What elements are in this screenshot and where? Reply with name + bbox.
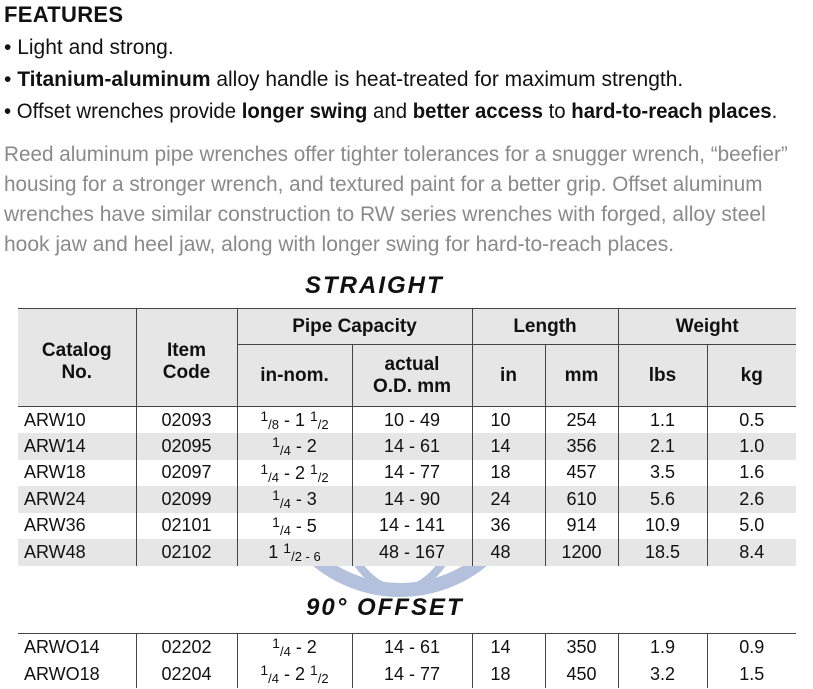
description-line: wrenches have similar construction to RW series wrenches with forged, alloy steel	[4, 203, 766, 226]
cell-kg: 0.5	[707, 407, 796, 434]
table-row	[18, 486, 796, 513]
feature-bold-text: Titanium-aluminum	[17, 68, 211, 91]
cell-mm: 457	[545, 460, 618, 487]
cell-kg: 5.0	[707, 513, 796, 540]
cell-code: 02102	[136, 539, 237, 566]
fraction-part: 1	[260, 460, 269, 477]
cell-catalog: ARWO18	[24, 663, 100, 684]
features-heading: FEATURES	[4, 2, 124, 27]
cell-in-nom	[237, 407, 352, 434]
offset-table	[18, 633, 796, 688]
bullet-glyph: •	[4, 68, 12, 91]
cell-mm: 1200	[545, 539, 618, 566]
fraction-part: /2 - 6	[291, 549, 321, 565]
header-actual-od	[352, 345, 472, 407]
header-weight: Weight	[618, 309, 796, 345]
features-list	[4, 32, 810, 128]
header-in-nom: in-nom.	[237, 345, 352, 407]
cell-in-nom	[237, 539, 352, 566]
fraction-part: - 2	[290, 436, 317, 457]
fraction-part: 1	[283, 540, 292, 557]
fraction-part: /2	[317, 417, 329, 432]
cell-in-nom	[237, 661, 352, 688]
cell-mm: 914	[545, 513, 618, 540]
cell-od: 14 - 61	[352, 634, 472, 661]
table-row	[18, 433, 796, 460]
fraction-part: - 3	[290, 489, 317, 510]
cell-mm: 350	[545, 634, 618, 661]
cell-in: 48	[472, 539, 545, 566]
cell-lbs: 3.5	[618, 460, 707, 487]
feature-bold-text: longer swing	[241, 100, 368, 123]
cell-lbs: 2.1	[618, 433, 707, 460]
cell-in-nom	[237, 460, 352, 487]
cell-kg: 1.6	[707, 460, 796, 487]
cell-mm: 356	[545, 433, 618, 460]
cell-od: 14 - 77	[352, 661, 472, 688]
cell-catalog: ARW14	[24, 435, 86, 456]
fraction-part: - 2	[278, 462, 310, 483]
feature-bullet-3	[4, 96, 786, 128]
feature-text: alloy handle is heat-treated for maximum strength.	[210, 68, 684, 91]
cell-lbs: 1.1	[618, 407, 707, 434]
header-text: O.D. mm	[372, 375, 452, 397]
description-line: housing for a stronger wrench, and textured paint for a better grip. Offset aluminum	[4, 173, 763, 196]
header-text: Code	[162, 361, 211, 383]
cell-od: 48 - 167	[352, 539, 472, 566]
cell-in: 18	[472, 460, 545, 487]
header-mm: mm	[545, 345, 618, 407]
fraction-part: 1	[272, 487, 280, 504]
cell-catalog: ARW24	[24, 488, 86, 509]
header-pipe-capacity: Pipe Capacity	[237, 309, 472, 345]
cell-in: 24	[472, 486, 545, 513]
fraction-part: 1	[272, 635, 280, 652]
cell-kg: 0.9	[707, 634, 796, 661]
cell-in: 36	[472, 513, 545, 540]
table-row	[18, 539, 796, 566]
description-line: hook jaw and heel jaw, along with longer swing for hard-to-reach places.	[4, 233, 675, 256]
offset-table-body	[18, 634, 796, 688]
cell-kg: 1.5	[707, 661, 796, 688]
cell-code: 02093	[136, 407, 237, 434]
cell-od: 14 - 61	[352, 433, 472, 460]
cell-catalog: ARW36	[24, 515, 86, 536]
feature-text: .	[771, 100, 778, 123]
fraction-part: /4	[279, 496, 291, 512]
fraction-part: /4	[268, 469, 279, 485]
fraction-part: - 2	[278, 664, 310, 684]
straight-table-body	[18, 407, 796, 566]
fraction-part: /8	[268, 417, 279, 432]
header-text: Catalog	[41, 339, 112, 361]
header-item-code	[136, 309, 237, 407]
fraction-part: /2	[317, 469, 329, 485]
fraction-part: 1	[272, 513, 280, 530]
feature-bullet-2	[4, 64, 810, 96]
cell-lbs: 1.9	[618, 634, 707, 661]
fraction-part: /2	[317, 671, 329, 686]
fraction-part: - 2	[290, 637, 317, 658]
description-line: Reed aluminum pipe wrenches offer tighter tolerances for a snugger wrench, “beefier”	[4, 143, 788, 166]
fraction-part: 1	[272, 434, 280, 451]
cell-mm: 254	[545, 407, 618, 434]
table-row	[18, 661, 796, 688]
cell-kg: 8.4	[707, 539, 796, 566]
feature-bold-text: better access	[412, 100, 543, 123]
feature-text: and	[367, 100, 413, 123]
cell-code: 02204	[136, 661, 237, 688]
cell-in-nom	[237, 513, 352, 540]
header-in: in	[472, 345, 545, 407]
fraction-part: 1	[310, 408, 318, 424]
header-catalog	[18, 309, 136, 407]
cell-od: 14 - 90	[352, 486, 472, 513]
table-row	[18, 460, 796, 487]
cell-code: 02099	[136, 486, 237, 513]
cell-in-nom	[237, 433, 352, 460]
cell-lbs: 10.9	[618, 513, 707, 540]
cell-od: 10 - 49	[352, 407, 472, 434]
table-row	[18, 513, 796, 540]
cell-od: 14 - 141	[352, 513, 472, 540]
fraction-part: 1	[260, 408, 269, 424]
cell-od: 14 - 77	[352, 460, 472, 487]
fraction-part: /4	[279, 644, 291, 660]
cell-in: 14	[472, 433, 545, 460]
cell-catalog: ARWO14	[24, 636, 100, 657]
straight-heading: STRAIGHT	[305, 272, 444, 299]
offset-heading: 90° OFFSET	[306, 594, 464, 621]
cell-catalog: ARW48	[24, 541, 86, 562]
fraction-part: 1	[310, 662, 318, 678]
cell-mm: 610	[545, 486, 618, 513]
straight-table	[18, 308, 796, 566]
header-text: No.	[61, 361, 93, 383]
feature-text: to	[542, 100, 572, 123]
bullet-glyph: •	[4, 100, 12, 123]
cell-code: 02095	[136, 433, 237, 460]
fraction-part: 1	[260, 662, 269, 678]
feature-text: Light and strong.	[17, 36, 174, 59]
fraction-part: - 5	[290, 515, 317, 536]
cell-mm: 450	[545, 661, 618, 688]
table-row	[18, 634, 796, 661]
feature-bullet-1	[4, 32, 810, 64]
cell-catalog: ARW10	[24, 409, 86, 430]
cell-kg: 2.6	[707, 486, 796, 513]
cell-in-nom	[237, 486, 352, 513]
fraction-part: /4	[279, 443, 291, 459]
fraction-part: /4	[279, 522, 291, 538]
cell-in-nom	[237, 634, 352, 661]
table-row	[18, 407, 796, 434]
header-length: Length	[472, 309, 618, 345]
description-paragraph	[4, 140, 810, 260]
cell-in: 10	[472, 407, 545, 434]
fraction-part: /4	[268, 671, 279, 686]
feature-text: Offset wrenches provide	[16, 100, 242, 123]
cell-kg: 1.0	[707, 433, 796, 460]
cell-lbs: 5.6	[618, 486, 707, 513]
cell-catalog: ARW18	[24, 462, 86, 483]
header-text: Item	[166, 339, 207, 361]
cell-code: 02101	[136, 513, 237, 540]
header-lbs: lbs	[618, 345, 707, 407]
fraction-part: 1	[310, 460, 318, 477]
cell-lbs: 3.2	[618, 661, 707, 688]
cell-in: 14	[472, 634, 545, 661]
cell-code: 02097	[136, 460, 237, 487]
fraction-part: 1	[268, 542, 284, 563]
cell-code: 02202	[136, 634, 237, 661]
bullet-glyph: •	[4, 36, 12, 59]
header-kg: kg	[707, 345, 796, 407]
fraction-part: - 1	[278, 410, 310, 430]
cell-lbs: 18.5	[618, 539, 707, 566]
cell-in: 18	[472, 661, 545, 688]
header-text: actual	[384, 353, 440, 375]
feature-bold-text: hard-to-reach places	[571, 100, 772, 123]
